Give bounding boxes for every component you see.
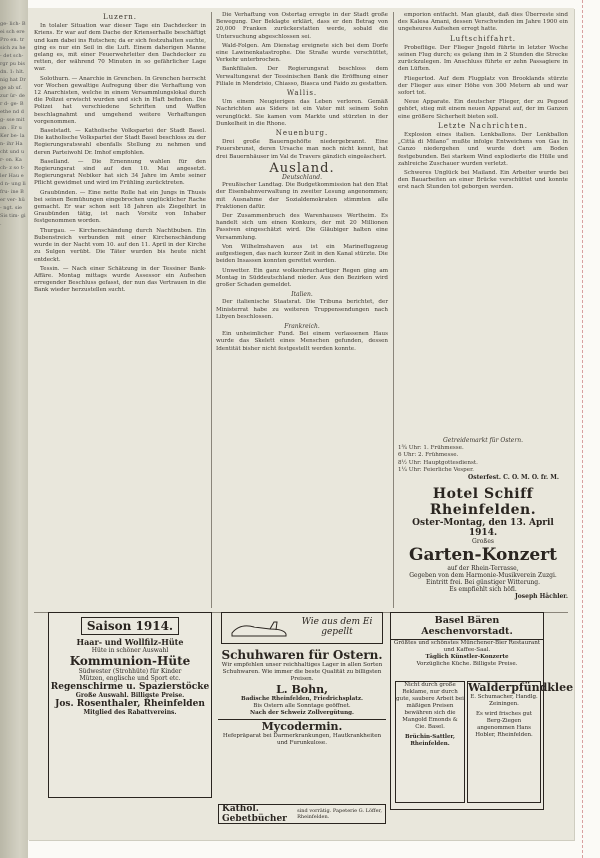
saison-hat-ad xyxy=(48,612,212,798)
heading-italien: Italien. xyxy=(291,291,313,299)
basel-line: Täglich Künstler-Konzerte xyxy=(425,654,509,660)
article: Um einem Neugierigen das Leben verloren. Gemäß Nachrichten aus Siders ist ein Vater mit seinem Sohn verunglückt. Sie kamen vom Markte und stürzten in der Dunkelheit in die Rhone. xyxy=(216,99,388,127)
hotel-venue: auf der Rhein-Terrasse, xyxy=(447,565,519,572)
walderpfundklee-more: Es wird frisches gut Berg-Ziegen angenommen Hans Hobler, Rheinfelden. xyxy=(475,711,533,738)
signature-initials xyxy=(468,474,559,481)
schuh-headline: Schuhwaren für Ostern. xyxy=(221,648,383,662)
saison-line: Mützen, englische und Sport etc. xyxy=(79,675,181,682)
heading-letzte-nachrichten: Letzte Nachrichten. xyxy=(438,121,528,130)
gebetbuecher-ad xyxy=(218,804,386,824)
column-2 xyxy=(216,12,388,602)
mangold-emonds-ad xyxy=(395,681,465,803)
article: Graubünden. — Eine nette Rolle hat ein Jungs in Thusis bei seinen Bemühungen eingebrochen unglücklicher Rache gemacht. Er war schon seit 18 Jahren als Ziegelhirt in Graubünden tätig, ist nach Vorsitz von Inhaber festgenommen worden. xyxy=(34,189,206,225)
schuh-place: Badische Rheinfelden, Friedrichsplatz. xyxy=(241,696,363,702)
schedule-line: 8½ Uhr: Hauptgottesdienst. xyxy=(398,459,478,466)
basel-line: Vorzügliche Küche. Billigste Preise. xyxy=(416,661,518,667)
article: Thurgau. — Kirchenschändung durch Nachtbuben. Ein Bubenstreich verbunden mit einer Kirchenschändung wurde in der Nacht vom 10. auf den 11. April in der Kirche zu Sulgen verübt. Die Täter wurden bis heute nicht entdeckt. xyxy=(34,227,206,263)
basel-head: Basel Bären Aeschenvorstadt. xyxy=(391,613,543,640)
article: Explosion eines italien. Lenkballons. Der Lenkballon „Città di Milano“ mußte infolge Entweichens von Gas in Canzo niedergehen und wurde dort am Boden festgebunden. Bei starkem Wind explodierte die Hülle und zahlreiche Zuschauer wurden verletzt. xyxy=(398,132,568,167)
walderpfundklee-ad xyxy=(467,681,574,803)
article: Solothurn. — Anarchie in Grenchen. In Grenchen herrscht vor Wochen gewaltige Aufregung über die Verhaftung von 12 Anarchisten, welche in einem Versammlungslokal durch die Polizei erwischt wurden und sich in Haft befinden. Die Polizei hat verschiedene Schriften und Waffen beschlagnahmt und umgehend weitere Verhaftungen vorgenommen. xyxy=(34,75,206,125)
schuh-shop-name: L. Bohn, xyxy=(276,683,328,696)
article: Ein unheimlicher Fund. Bei einem verlassenen Haus wurde das Skelett eines Menschen gefunden, dessen Identität bisher nicht festgestellt werden konnte. xyxy=(216,331,388,352)
book-binding xyxy=(0,0,28,858)
saison-line: Mitglied des Rabattvereins. xyxy=(83,709,177,716)
heading-wallis: Wallis. xyxy=(286,89,318,98)
mycodermin-product: Mycodermin. xyxy=(218,719,386,733)
column-rule xyxy=(211,12,212,608)
schuh-banner-text: Wie aus dem Ei gepellt xyxy=(301,617,373,637)
column-rule xyxy=(393,12,394,608)
festtag-heading: Osterfest. xyxy=(468,474,501,481)
hotel-note: Es empfiehlt sich höfl. xyxy=(449,586,517,593)
hotel-event-prefix: Großes xyxy=(472,538,494,545)
saison-headline: Kommunion-Hüte xyxy=(69,654,191,668)
article: Neue Apparate. Ein deutscher Flieger, der zu Pegoud gehört, stieg mit einem neuen Apparat auf, der im Ganzen eine größere Sicherheit bieten soll. xyxy=(398,99,568,120)
hotel-signature: Joseph Hächler. xyxy=(514,593,568,600)
page-edge-line xyxy=(582,0,583,858)
schuh-body: Wir empfehlen unser reichhaltiges Lager in allen Sorten Schuhwaren. Wie immer die beste Qualität zu billigsten Preisen. xyxy=(221,662,383,682)
saison-line: Haar- und Wollfilz-Hüte xyxy=(76,637,184,647)
article: Wald-Folgen. Am Dienstag ereignete sich bei dem Dorfe eine Lawinenkatastrophe. Die Straße wurde verschüttet, Verkehr unterbrochen. xyxy=(216,42,388,64)
article: Bankfilialen. Der Regierungsrat beschloss dem Verwaltungsrat der Tessinischen Bank die Eröffnung einer Filiale in Mendrisio, Chiasso, Biasca und Faido zu gestatten. xyxy=(216,66,388,87)
saison-line: Regenschirme u. Spazierstöcke xyxy=(50,682,210,692)
schedule-line: 1¾ Uhr: 1. Frühmesse. xyxy=(398,445,464,452)
article: Die Verhaftung von Ostertag erregte in der Stadt große Bewegung. Der Beklagte erklärt, dass er den Betrag von 20,000 Franken zurückerstatten werde, sobald die Untersuchung abgeschlossen sei. xyxy=(216,12,388,40)
heading-deutschland: Deutschland. xyxy=(281,174,323,182)
mangold-text: Nicht durch große Reklame, nur durch gute, saubere Arbeit bei mäßigen Preisen bewähren sich die Mangold Emonds & Cie. Basel. xyxy=(396,682,464,730)
column-3 xyxy=(398,12,568,434)
heading-gottesdienst: Getreidemarkt für Ostern. xyxy=(442,437,524,444)
heading-luftschiffahrt: Luftschiffahrt. xyxy=(449,34,517,43)
saison-shop-name: Jos. Rosenthaler, Rheinfelden xyxy=(55,699,205,709)
saison-title: Saison 1914. xyxy=(81,617,179,635)
schedule-line: 1¼ Uhr: Feierliche Vesper. xyxy=(398,466,474,473)
gebetbuecher-title: Kathol. Gebetbücher xyxy=(222,804,287,824)
walderpfundklee-head: Walderpfündklee xyxy=(468,681,574,694)
article: Tessin. — Nach einer Schätzung in der Tessiner Bank-Affäre. Montag mittags wurde Assessor ein Aufsehen erregender Beschluss gefasst, der nun das Vertrauen in die Bank wieder herzustellen sucht. xyxy=(34,265,206,294)
article: Drei große Bauerngehöfte niedergebrannt. Eine Feuersbrunst, deren Ursache man noch nicht kennt, hat drei Bauernhäuser im Val de Travers gänzlich eingeäschert. xyxy=(216,139,388,160)
schuh-note: Nach der Schweiz Zollvergütung. xyxy=(249,710,355,716)
article: Der Zusammenbruch des Warenhauses Wertheim. Es handelt sich um einen Konkurs, der mit 20 Millionen Passiven eingeschätzt wird. Die Gläubiger halten eine Versammlung. xyxy=(216,213,388,241)
schuhwaren-ad xyxy=(218,612,386,808)
column-1 xyxy=(34,12,206,602)
hotel-entry: Eintritt frei. Bei günstiger Witterung. xyxy=(425,579,541,586)
article: Baselland. — Die Ernennung wahlen für den Regierungsrat sind auf den 10. Mai angesetzt. Regierungsrat Nebiker hat sich 34 Jahre im Amte seiner Pflicht gewidmet und wird im Frühling zurücktreten. xyxy=(34,158,206,187)
schuh-sunday: Bis Ostern alle Sonntage geöffnet. xyxy=(253,703,351,709)
basel-line: Größtes und schönstes Münchener-Bier Restaurant und Kaffee-Saal. xyxy=(393,640,541,653)
schedule-line: 6 Uhr: 2. Frühmesse. xyxy=(398,452,459,459)
previous-page-text: ge- lich- Bei sch ere Pro en. tr sich zu he- det sch- rgr pu bis dn. 1: hlt. nig hat Dr ge ab uf. zur ür- der d- ge- Bethe nd dg- sse mit an . Er u Ker be- lan- ihr Ha cht und ur- on. Ka ch- z so t- ler Hau ed n- ung li fru- ine Ber ver- hü- ngt. sie Sis tim- gi . xyxy=(0,21,26,227)
saison-line: Südwester (Strohhüte) für Kinder xyxy=(78,668,182,675)
saison-line: Hüte in schöner Auswahl xyxy=(91,647,169,654)
heading-neuenburg: Neuenburg. xyxy=(275,129,329,138)
shoe-illustration-icon xyxy=(230,619,290,639)
gebetbuecher-seller: sind vorrätig. Papeterie G. Löffer, Rheinfelden. xyxy=(297,808,382,820)
heading-luzern: Luzern. xyxy=(102,13,138,21)
article: emporion entfacht. Man glaubt, daß dies Überreste sind des Kalesa Amani, dessen Verschwinden im Jahre 1900 ein ungeheures Aufsehen erregt hatte. xyxy=(398,12,568,33)
festtag-sign: C. O. M. O. fr. M. xyxy=(503,474,559,481)
schuh-banner xyxy=(221,612,383,644)
heading-frankreich: Frankreich. xyxy=(284,322,320,330)
hotel-schiff-ad xyxy=(398,486,568,612)
article: Von Wilhelmshaven aus ist ein Marineflugzeug aufgestiegen, das nach kurzer Zeit in den Kanal stürzte. Die beiden Insassen konnten gerettet werden. xyxy=(216,243,388,265)
hotel-date: Oster-Montag, den 13. April 1914. xyxy=(412,518,554,538)
article: Fliegertod. Auf dem Flugplatz von Brooklands stürzte der Flieger aus einer Höhe von 300 Metern ab und war sofort tot. xyxy=(398,75,568,97)
article: Schweres Unglück bei Mailand. Ein Arbeiter wurde bei den Bauarbeiten an einer Brücke verschüttet und konnte erst nach Stunden tot geborgen werden. xyxy=(398,170,568,191)
article: Der italienische Staatsrat. Die Tribuna berichtet, der Ministerrat habe zu weiteren Truppensendungen nach Libyen beschlossen. xyxy=(216,299,388,320)
mangold-sign: Brüchin-Sattler, Rheinfelden. xyxy=(405,734,455,747)
article: Probeflüge. Der Flieger Jngold führte in letzter Woche seinen Flug durch; es gelang ihm in 2 Stunden die Strecke zurückzulegen. Im Anschluss führte er zehn Passagiere in den Lüften. xyxy=(398,44,568,73)
hotel-event: Garten-Konzert xyxy=(409,545,557,565)
article: Unwetter. Ein ganz wolkenbruchartiger Regen ging am Montag in Süddeutschland nieder. Aus den Bezirken wird großer Schaden gemeldet. xyxy=(216,267,388,288)
hotel-name: Hotel Schiff Rheinfelden. xyxy=(429,486,537,518)
mycodermin-desc: Hefepräparat bei Darmerkrankungen, Hautkrankheiten und Furunkulose. xyxy=(222,733,382,746)
walderpfundklee-sub: E. Schumacher, Handlg. Zeiningen. xyxy=(470,694,538,707)
hotel-performer: Gegeben von dem Harmonie-Musikverein Zuzgi. xyxy=(409,572,557,579)
basel-baeren-ad xyxy=(390,612,574,810)
heading-ausland: Ausland. xyxy=(269,160,335,176)
article: Preußischer Landtag. Die Budgetkommission hat den Etat der Eisenbahnverwaltung in zweiter Lesung angenommen; mit Ausnahme der Sozialdemokraten stimmten alle Fraktionen dafür. xyxy=(216,182,388,210)
article: Baselstadt. — Katholische Volkspartei der Stadt Basel. Die katholische Volkspartei der Stadt Basel beschloss zu der Regierungsratswahl ebenfalls Stellung zu nehmen und deren Parteiwohl Dr. Imhof empfohlen. xyxy=(34,128,206,156)
article: In tolaler Situation war dieser Tage ein Dachdecker in Kriens. Er war auf dem Dache der Krienserhalle beschäftigt und kam dabei ins Rutschen; da er sich festzuhalten suchte, ging es nur ein Seil in die Luft. Einem daherigen Manne gelang es, mit einer Feuerwehrleiter den Dachdecker zu retten, der während 70 Minuten in so gefährlicher Lage war. xyxy=(34,23,206,73)
saison-line: Große Auswahl. Billigste Preise. xyxy=(75,692,185,699)
